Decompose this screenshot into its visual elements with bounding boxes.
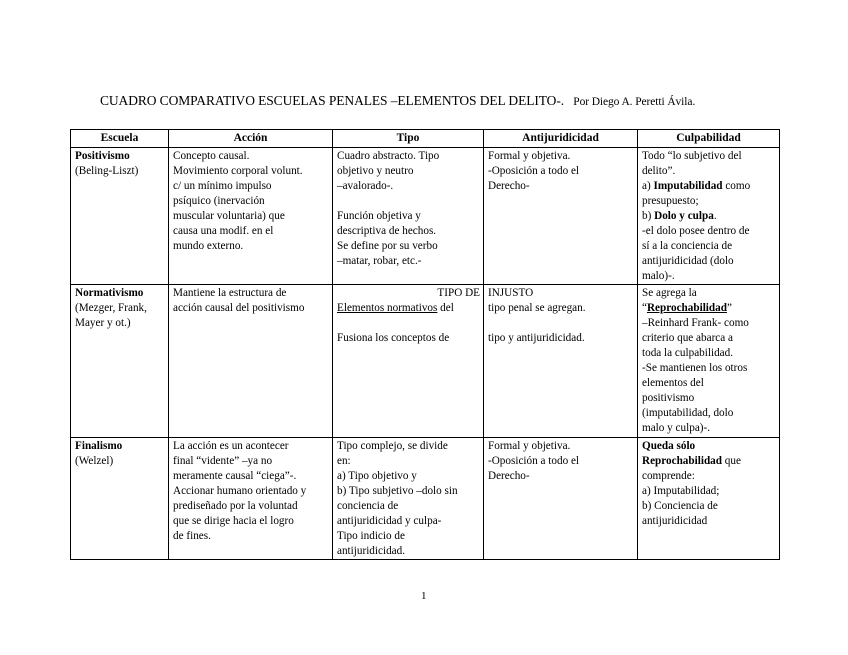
text-line: –matar, robar, etc.- (337, 255, 422, 267)
title-main: CUADRO COMPARATIVO ESCUELAS PENALES –ELEMENTOS DEL DELITO-. (100, 93, 564, 108)
text-line: sí a la conciencia de (642, 240, 733, 252)
text-line: INJUSTO (488, 287, 534, 299)
text-line: –avalorado-. (337, 180, 394, 192)
table-row-finalismo (71, 438, 780, 560)
text-line: Cuadro abstracto. Tipo (337, 150, 440, 162)
table-row-positivismo (71, 148, 780, 285)
text-line: antijuridicidad (642, 515, 708, 527)
school-authors: (Welzel) (75, 455, 114, 467)
cell-antijuridicidad (484, 438, 638, 560)
text-line: Todo “lo subjetivo del (642, 150, 742, 162)
text-line: prediseñado por la voluntad (173, 500, 298, 512)
text-line: mundo externo. (173, 240, 244, 252)
cell-culpabilidad (638, 285, 780, 438)
list-marker: b) (642, 210, 655, 222)
text-line: causa una modif. en el (173, 225, 274, 237)
school-name: Finalismo (75, 440, 123, 452)
text-line: de fines. (173, 530, 211, 542)
text-line: Fusiona los conceptos de (337, 332, 450, 344)
text-line: presupuesto; (642, 195, 699, 207)
text-line: Formal y objetiva. (488, 150, 571, 162)
comparison-table (70, 129, 780, 560)
text-line: psíquico (inervación (173, 195, 265, 207)
cell-escuela (71, 438, 169, 560)
cell-tipo (333, 438, 484, 560)
text-line: a) Tipo objetivo y (337, 470, 417, 482)
text-line: muscular voluntaria) que (173, 210, 285, 222)
text-line: -Se mantienen los otros (642, 362, 748, 374)
cell-culpabilidad (638, 438, 780, 560)
quote-mark: “ (642, 302, 647, 314)
cell-antijuridicidad (484, 285, 638, 438)
cell-accion (169, 438, 333, 560)
cell-tipo (333, 285, 484, 438)
title-author: Por Diego A. Peretti Ávila. (573, 96, 696, 108)
text-line: a) Imputabilidad; (642, 485, 720, 497)
text-line: Concepto causal. (173, 150, 250, 162)
text-line: positivismo (642, 392, 695, 404)
cell-escuela (71, 285, 169, 438)
text-line: –Reinhard Frank- como (642, 317, 749, 329)
cell-accion (169, 285, 333, 438)
page-title (100, 93, 695, 109)
text-line: antijuridicidad (dolo (642, 255, 734, 267)
school-authors: (Beling-Liszt) (75, 165, 139, 177)
header-escuela: Escuela (71, 130, 169, 148)
header-culpabilidad: Culpabilidad (638, 130, 780, 148)
table-header-row (71, 130, 780, 148)
text-line: c/ un mínimo impulso (173, 180, 272, 192)
text-line: Tipo complejo, se divide (337, 440, 448, 452)
text-line: tipo penal se agregan. (488, 302, 586, 314)
cell-accion (169, 148, 333, 285)
bold-term: Imputabilidad (653, 180, 723, 192)
text-line: b) Tipo subjetivo –dolo sin (337, 485, 458, 497)
header-accion: Acción (169, 130, 333, 148)
text-line: Función objetiva y (337, 210, 421, 222)
text-line: en: (337, 455, 351, 467)
text-line: comprende: (642, 470, 695, 482)
text-line: b) Conciencia de (642, 500, 718, 512)
text-line: antijuridicidad. (337, 545, 406, 557)
school-name: Normativismo (75, 287, 144, 299)
text-line: delito”. (642, 165, 676, 177)
text-line: malo y culpa)-. (642, 422, 711, 434)
bold-term: Queda sólo (642, 440, 696, 452)
text-line: Se define por su verbo (337, 240, 438, 252)
text-line: final “vidente” –ya no (173, 455, 273, 467)
cell-culpabilidad (638, 148, 780, 285)
text-line: antijuridicidad y culpa- (337, 515, 442, 527)
cell-tipo (333, 148, 484, 285)
bold-term: Dolo y culpa (654, 210, 714, 222)
school-authors: (Mezger, Frank, (75, 302, 147, 314)
text-line: Movimiento corporal volunt. (173, 165, 303, 177)
text-line: descriptiva de hechos. (337, 225, 437, 237)
bold-underlined-term: Reprochabilidad (646, 302, 727, 314)
text-line: La acción es un acontecer (173, 440, 289, 452)
text-line: Formal y objetiva. (488, 440, 571, 452)
text-line: que se dirige hacia el logro (173, 515, 294, 527)
text-line: Se agrega la (642, 287, 697, 299)
cell-antijuridicidad (484, 148, 638, 285)
school-name: Positivismo (75, 150, 130, 162)
quote-mark: ” (726, 302, 732, 314)
text-line: -el dolo posee dentro de (642, 225, 750, 237)
table-row-normativismo (71, 285, 780, 438)
header-tipo: Tipo (333, 130, 484, 148)
text-line: (imputabilidad, dolo (642, 407, 734, 419)
text-line: TIPO DE (437, 287, 480, 299)
page-number: 1 (421, 590, 427, 602)
header-antijuridicidad: Antijuridicidad (484, 130, 638, 148)
text-line: Tipo indicio de (337, 530, 405, 542)
list-marker: a) (642, 180, 654, 192)
text-line: del (437, 302, 454, 314)
text-line: Derecho- (488, 180, 530, 192)
text-line: malo)-. (642, 270, 675, 282)
text-line: Accionar humano orientado y (173, 485, 307, 497)
text-line: como (722, 180, 751, 192)
text-line: objetivo y neutro (337, 165, 414, 177)
text-line: acción causal del positivismo (173, 302, 305, 314)
text-line: -Oposición a todo el (488, 455, 580, 467)
text-line: Derecho- (488, 470, 530, 482)
text-line: . (713, 210, 717, 222)
school-authors: Mayer y ot.) (75, 317, 131, 329)
cell-escuela (71, 148, 169, 285)
text-line: criterio que abarca a (642, 332, 733, 344)
text-line: que (722, 455, 741, 467)
text-line: Mantiene la estructura de (173, 287, 287, 299)
text-line: meramente causal “ciega”-. (173, 470, 297, 482)
text-line: conciencia de (337, 500, 399, 512)
underlined-term: Elementos normativos (337, 302, 438, 314)
text-line: elementos del (642, 377, 704, 389)
text-line: toda la culpabilidad. (642, 347, 734, 359)
bold-term: Reprochabilidad (642, 455, 722, 467)
text-line: -Oposición a todo el (488, 165, 580, 177)
text-line: tipo y antijuridicidad. (488, 332, 585, 344)
